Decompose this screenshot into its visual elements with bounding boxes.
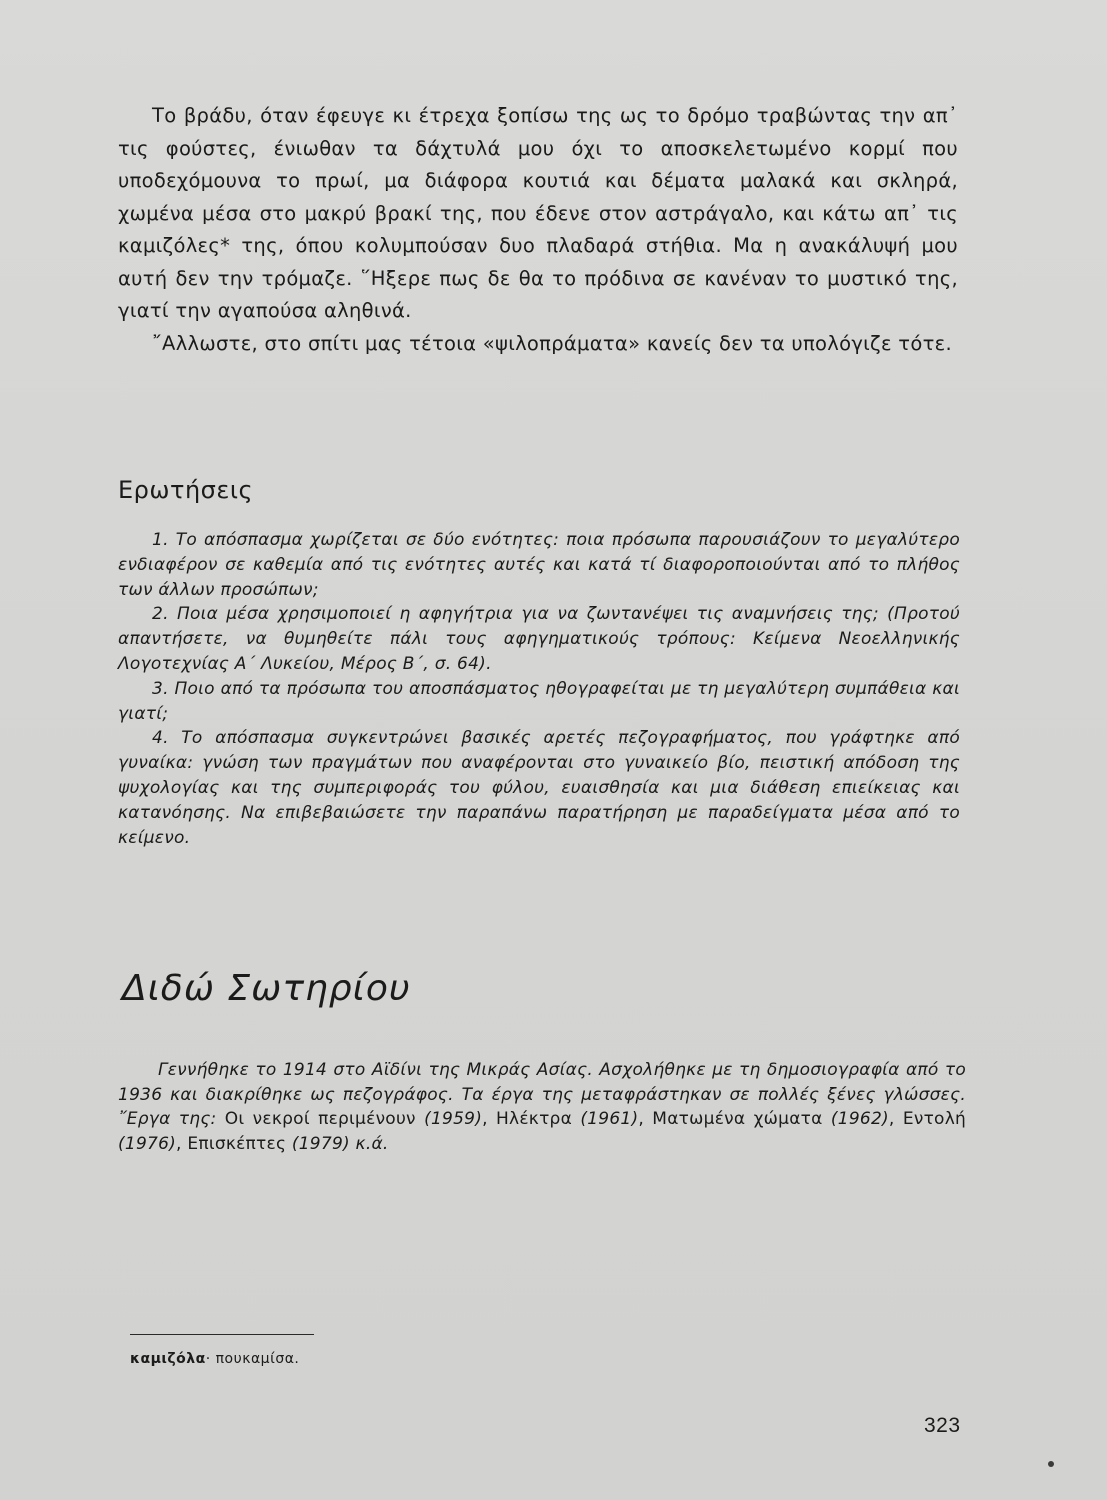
passage-text [118,100,958,360]
work-title: Ηλέκτρα [496,1109,573,1129]
passage-paragraph-2: ῎Αλλωστε, στο σπίτι μας τέτοια «ψιλοπράματα» κανείς δεν τα υπολόγιζε τότε. [152,331,952,355]
questions-heading: Ερωτήσεις [118,476,254,504]
work-title: Ματωμένα χώματα [652,1109,823,1129]
question-item: 2. Ποια μέσα χρησιμοποιεί η αφηγήτρια για να ζωντανέψει τις αναμνήσεις της; (Προτού απαντήσετε, να θυμηθείτε πάλι τους αφηγηματικούς τρόπους: Κείμενα Νεοελληνικής Λογοτεχνίας Α΄ Λυκείου, Μέρος Β΄, σ. 64). [118,604,960,674]
question-item: 3. Ποιο από τα πρόσωπα του αποσπάσματος ηθογραφείται με τη μεγαλύτερη συμπάθεια και γιατί; [118,678,960,724]
bio-outro: κ.ά. [355,1133,389,1154]
work-year: (1976) [118,1133,177,1154]
footnote-divider [130,1334,314,1335]
author-bio: Γεννήθηκε το 1914 στο Αϊδίνι της Μικράς Ασίας. Ασχολήθηκε με τη δημοσιογραφία από το 1936 και διακρίθηκε ως πεζογράφος. Τα έργα της μεταφράστηκαν σε πολλές ξένες γλώσσες. ῎Εργα της: Οι νεκροί περιμένουν (1959), Ηλέκτρα (1961), Ματωμένα χώματα (1962), Εντολή (1976), Επισκέπτες (1979) κ.ά. [118,1060,967,1154]
footnote [130,1351,299,1367]
work-title: Εντολή [902,1109,967,1129]
footnote-term: καμιζόλα [130,1351,206,1367]
work-title: Οι νεκροί περιμένουν [224,1109,416,1129]
bio-intro: Γεννήθηκε το 1914 στο Αϊδίνι της Μικράς Ασίας. Ασχολήθηκε με τη δημοσιογραφία από το 1936 και διακρίθηκε ως πεζογράφος. Τα έργα της μεταφράστηκαν σε πολλές ξένες γλώσσες. ῎Εργα της: [118,1060,966,1129]
footnote-definition: · πουκαμίσα. [205,1351,300,1367]
work-year: (1962) [830,1109,889,1129]
print-speck [1048,1461,1054,1467]
work-year: (1979) [291,1133,350,1154]
work-year: (1959) [424,1109,483,1129]
questions-list [118,528,960,850]
page-number: 323 [924,1414,961,1437]
work-title: Επισκέπτες [187,1133,287,1154]
passage-paragraph-1: Το βράδυ, όταν έφευγε κι έτρεχα ξοπίσω της ως το δρόμο τραβώντας την απ᾿ τις φούστες, ένιωθαν τα δάχτυλά μου όχι το αποσκελετωμένο κορμί που υποδεχόμουνα το πρωί, μα διάφορα κουτιά και δέματα μαλακά και σκληρά, χωμένα μέσα στο μακρύ βρακί της, που έδενε στον αστράγαλο, και κάτω απ᾿ τις καμιζόλες* της, όπου κολυμπούσαν δυο πλαδαρά στήθια. Μα η ανακάλυψή μου αυτή δεν την τρόμαζε. ῞Ηξερε πως δε θα το πρόδινα σε κανέναν το μυστικό της, γιατί την αγαπούσα αληθινά. [118,104,958,322]
question-item: 1. Το απόσπασμα χωρίζεται σε δύο ενότητες: ποια πρόσωπα παρουσιάζουν το μεγαλύτερο ενδιαφέρον σε καθεμία από τις ενότητες αυτές και κατά τί διαφοροποιούνται από το πλήθος των άλλων προσώπων; [118,530,960,600]
author-name: Διδώ Σωτηρίου [122,968,411,1009]
question-item: 4. Το απόσπασμα συγκεντρώνει βασικές αρετές πεζογραφήματος, που γράφτηκε από γυναίκα: γνώση των πραγμάτων που αναφέρονται στο γυναικείο βίο, πειστική απόδοση της ψυχολογίας και της συμπεριφοράς του φύλου, ευαισθησία και μια διάθεση επιείκειας και κατανόησης. Να επιβεβαιώσετε την παραπάνω παρατήρηση με παραδείγματα μέσα από το κείμενο. [118,728,960,848]
work-year: (1961) [580,1109,639,1129]
